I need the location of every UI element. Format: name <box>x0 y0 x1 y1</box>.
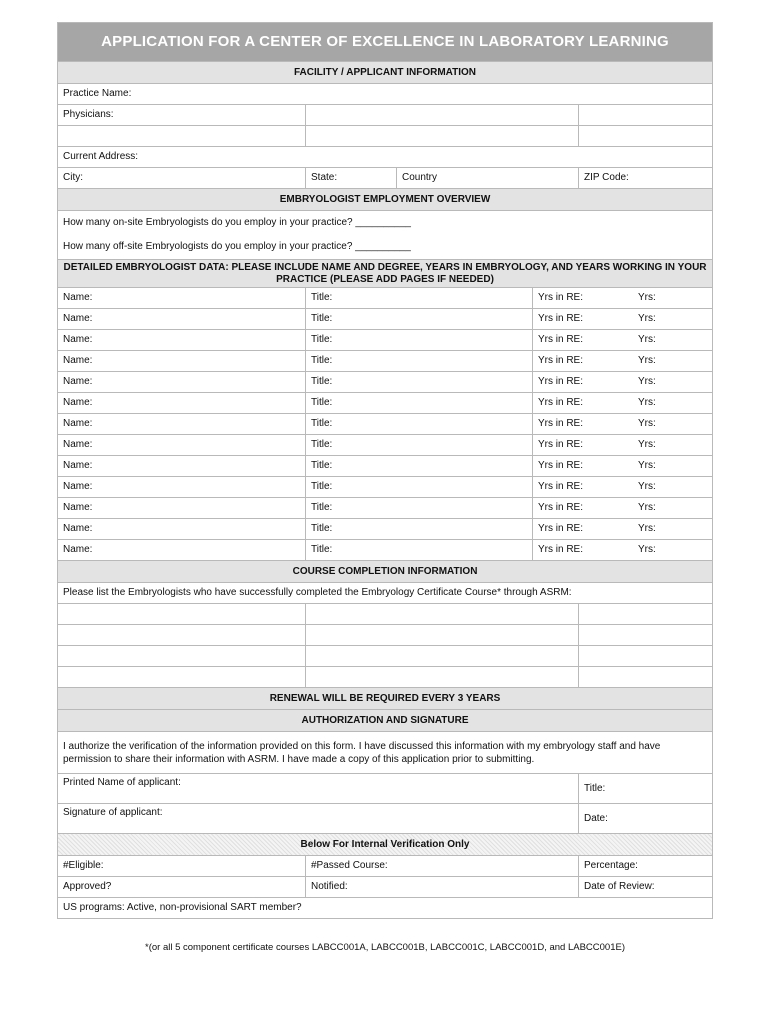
embryologist-row <box>58 414 713 435</box>
embryologist-title-field[interactable]: Title: <box>306 288 533 309</box>
yrs-in-practice-field[interactable]: Yrs: <box>638 376 656 387</box>
embryologist-years-cell <box>533 351 713 372</box>
authorization-statement: I authorize the verification of the information provided on this form. I have discussed this information with my embryology staff and have permission to share their information with ASRM. I have made a copy of this application prior to submitting. <box>58 732 713 774</box>
onsite-embryologists-question[interactable]: How many on-site Embryologists do you employ in your practice? __________ <box>63 217 411 228</box>
employment-questions <box>58 211 713 260</box>
yrs-in-re-field[interactable]: Yrs in RE: <box>538 523 584 534</box>
embryologist-title-field[interactable]: Title: <box>306 372 533 393</box>
embryologist-row <box>58 393 713 414</box>
yrs-in-practice-field[interactable]: Yrs: <box>638 313 656 324</box>
yrs-in-re-field[interactable]: Yrs in RE: <box>538 460 584 471</box>
embryologist-years-cell <box>533 456 713 477</box>
internal-verification-heading: Below For Internal Verification Only <box>58 834 713 856</box>
form-table <box>57 22 713 919</box>
country-field[interactable]: Country <box>397 168 579 189</box>
yrs-in-re-field[interactable]: Yrs in RE: <box>538 439 584 450</box>
course-completion-row <box>58 625 713 646</box>
eligible-field[interactable]: #Eligible: <box>58 856 306 877</box>
embryologist-years-cell <box>533 435 713 456</box>
embryologist-row <box>58 435 713 456</box>
facility-section-heading: FACILITY / APPLICANT INFORMATION <box>58 62 713 84</box>
offsite-embryologists-question[interactable]: How many off-site Embryologists do you employ in your practice? __________ <box>63 241 411 252</box>
embryologist-row <box>58 540 713 561</box>
course-entry-field[interactable] <box>306 667 579 688</box>
embryologist-row <box>58 288 713 309</box>
embryologist-title-field[interactable]: Title: <box>306 414 533 435</box>
embryologist-row <box>58 519 713 540</box>
physicians-field-6[interactable] <box>579 126 713 147</box>
yrs-in-practice-field[interactable]: Yrs: <box>638 355 656 366</box>
course-entry-field[interactable] <box>579 604 713 625</box>
course-entry-field[interactable] <box>58 646 306 667</box>
embryologist-years-cell <box>533 519 713 540</box>
yrs-in-practice-field[interactable]: Yrs: <box>638 523 656 534</box>
embryologist-name-field[interactable]: Name: <box>58 351 306 372</box>
embryologist-title-field[interactable]: Title: <box>306 540 533 561</box>
embryologist-name-field[interactable]: Name: <box>58 393 306 414</box>
city-field[interactable]: City: <box>58 168 306 189</box>
course-entry-field[interactable] <box>58 667 306 688</box>
yrs-in-practice-field[interactable]: Yrs: <box>638 460 656 471</box>
passed-course-field[interactable]: #Passed Course: <box>306 856 579 877</box>
yrs-in-re-field[interactable]: Yrs in RE: <box>538 355 584 366</box>
yrs-in-practice-field[interactable]: Yrs: <box>638 397 656 408</box>
detailed-section-heading: DETAILED EMBRYOLOGIST DATA: PLEASE INCLUDE NAME AND DEGREE, YEARS IN EMBRYOLOGY, AND YEARS WORKING IN YOUR PRACTICE (PLEASE ADD PAGES IF NEEDED) <box>58 260 713 288</box>
embryologist-title-field[interactable]: Title: <box>306 393 533 414</box>
us-programs-field[interactable]: US programs: Active, non-provisional SART member? <box>58 898 713 919</box>
yrs-in-re-field[interactable]: Yrs in RE: <box>538 334 584 345</box>
course-entry-field[interactable] <box>58 625 306 646</box>
yrs-in-re-field[interactable]: Yrs in RE: <box>538 292 584 303</box>
embryologist-years-cell <box>533 288 713 309</box>
printed-name-field[interactable]: Printed Name of applicant: <box>58 774 579 804</box>
embryologist-name-field[interactable]: Name: <box>58 288 306 309</box>
physicians-field-2[interactable] <box>306 105 579 126</box>
embryologist-years-cell <box>533 498 713 519</box>
course-section-heading: COURSE COMPLETION INFORMATION <box>58 561 713 583</box>
embryologist-row <box>58 456 713 477</box>
notified-field[interactable]: Notified: <box>306 877 579 898</box>
yrs-in-re-field[interactable]: Yrs in RE: <box>538 397 584 408</box>
physicians-field-4[interactable] <box>58 126 306 147</box>
embryologist-name-field[interactable]: Name: <box>58 372 306 393</box>
embryologist-row <box>58 477 713 498</box>
embryologist-name-field[interactable]: Name: <box>58 540 306 561</box>
embryologist-title-field[interactable]: Title: <box>306 477 533 498</box>
embryologist-name-field[interactable]: Name: <box>58 435 306 456</box>
yrs-in-re-field[interactable]: Yrs in RE: <box>538 376 584 387</box>
signature-field[interactable]: Signature of applicant: <box>58 804 579 834</box>
course-entry-field[interactable] <box>58 604 306 625</box>
yrs-in-re-field[interactable]: Yrs in RE: <box>538 502 584 513</box>
title-field[interactable]: Title: <box>579 774 713 804</box>
course-entry-field[interactable] <box>306 604 579 625</box>
yrs-in-practice-field[interactable]: Yrs: <box>638 502 656 513</box>
embryologist-title-field[interactable]: Title: <box>306 456 533 477</box>
zip-code-field[interactable]: ZIP Code: <box>579 168 713 189</box>
yrs-in-practice-field[interactable]: Yrs: <box>638 334 656 345</box>
employment-section-heading: EMBRYOLOGIST EMPLOYMENT OVERVIEW <box>58 189 713 211</box>
course-completion-row <box>58 604 713 625</box>
embryologist-years-cell <box>533 477 713 498</box>
yrs-in-practice-field[interactable]: Yrs: <box>638 292 656 303</box>
practice-name-field[interactable]: Practice Name: <box>58 84 713 105</box>
yrs-in-re-field[interactable]: Yrs in RE: <box>538 544 584 555</box>
embryologist-years-cell <box>533 372 713 393</box>
current-address-field[interactable]: Current Address: <box>58 147 713 168</box>
authorization-section-heading: AUTHORIZATION AND SIGNATURE <box>58 710 713 732</box>
embryologist-name-field[interactable]: Name: <box>58 309 306 330</box>
course-entry-field[interactable] <box>579 646 713 667</box>
embryologist-years-cell <box>533 309 713 330</box>
embryologist-title-field[interactable]: Title: <box>306 309 533 330</box>
yrs-in-practice-field[interactable]: Yrs: <box>638 418 656 429</box>
course-entry-field[interactable] <box>579 625 713 646</box>
yrs-in-re-field[interactable]: Yrs in RE: <box>538 481 584 492</box>
renewal-notice: RENEWAL WILL BE REQUIRED EVERY 3 YEARS <box>58 688 713 710</box>
embryologist-name-field[interactable]: Name: <box>58 414 306 435</box>
course-completion-row <box>58 667 713 688</box>
date-of-review-field[interactable]: Date of Review: <box>579 877 713 898</box>
embryologist-row <box>58 351 713 372</box>
embryologist-title-field[interactable]: Title: <box>306 435 533 456</box>
embryologist-row <box>58 309 713 330</box>
course-instruction: Please list the Embryologists who have successfully completed the Embryology Certificate Course* through ASRM: <box>58 583 713 604</box>
course-entry-field[interactable] <box>306 646 579 667</box>
application-form <box>57 22 712 919</box>
yrs-in-re-field[interactable]: Yrs in RE: <box>538 313 584 324</box>
embryologist-name-field[interactable]: Name: <box>58 519 306 540</box>
yrs-in-practice-field[interactable]: Yrs: <box>638 481 656 492</box>
physicians-field[interactable]: Physicians: <box>58 105 306 126</box>
embryologist-title-field[interactable]: Title: <box>306 330 533 351</box>
embryologist-title-field[interactable]: Title: <box>306 519 533 540</box>
embryologist-years-cell <box>533 540 713 561</box>
footnote: *(or all 5 component certificate courses LABCC001A, LABCC001B, LABCC001C, LABCC001D, and LABCC001E) <box>145 942 625 953</box>
state-field[interactable]: State: <box>306 168 397 189</box>
course-entry-field[interactable] <box>579 667 713 688</box>
embryologist-name-field[interactable]: Name: <box>58 498 306 519</box>
yrs-in-practice-field[interactable]: Yrs: <box>638 544 656 555</box>
embryologist-name-field[interactable]: Name: <box>58 330 306 351</box>
form-title: APPLICATION FOR A CENTER OF EXCELLENCE IN LABORATORY LEARNING <box>58 23 713 62</box>
embryologist-title-field[interactable]: Title: <box>306 351 533 372</box>
physicians-field-3[interactable] <box>579 105 713 126</box>
percentage-field[interactable]: Percentage: <box>579 856 713 877</box>
embryologist-name-field[interactable]: Name: <box>58 456 306 477</box>
embryologist-years-cell <box>533 414 713 435</box>
embryologist-title-field[interactable]: Title: <box>306 498 533 519</box>
yrs-in-practice-field[interactable]: Yrs: <box>638 439 656 450</box>
embryologist-name-field[interactable]: Name: <box>58 477 306 498</box>
course-completion-row <box>58 646 713 667</box>
embryologist-years-cell <box>533 330 713 351</box>
yrs-in-re-field[interactable]: Yrs in RE: <box>538 418 584 429</box>
approved-field[interactable]: Approved? <box>58 877 306 898</box>
embryologist-row <box>58 330 713 351</box>
date-field[interactable]: Date: <box>579 804 713 834</box>
embryologist-years-cell <box>533 393 713 414</box>
embryologist-row <box>58 372 713 393</box>
course-entry-field[interactable] <box>306 625 579 646</box>
embryologist-row <box>58 498 713 519</box>
physicians-field-5[interactable] <box>306 126 579 147</box>
